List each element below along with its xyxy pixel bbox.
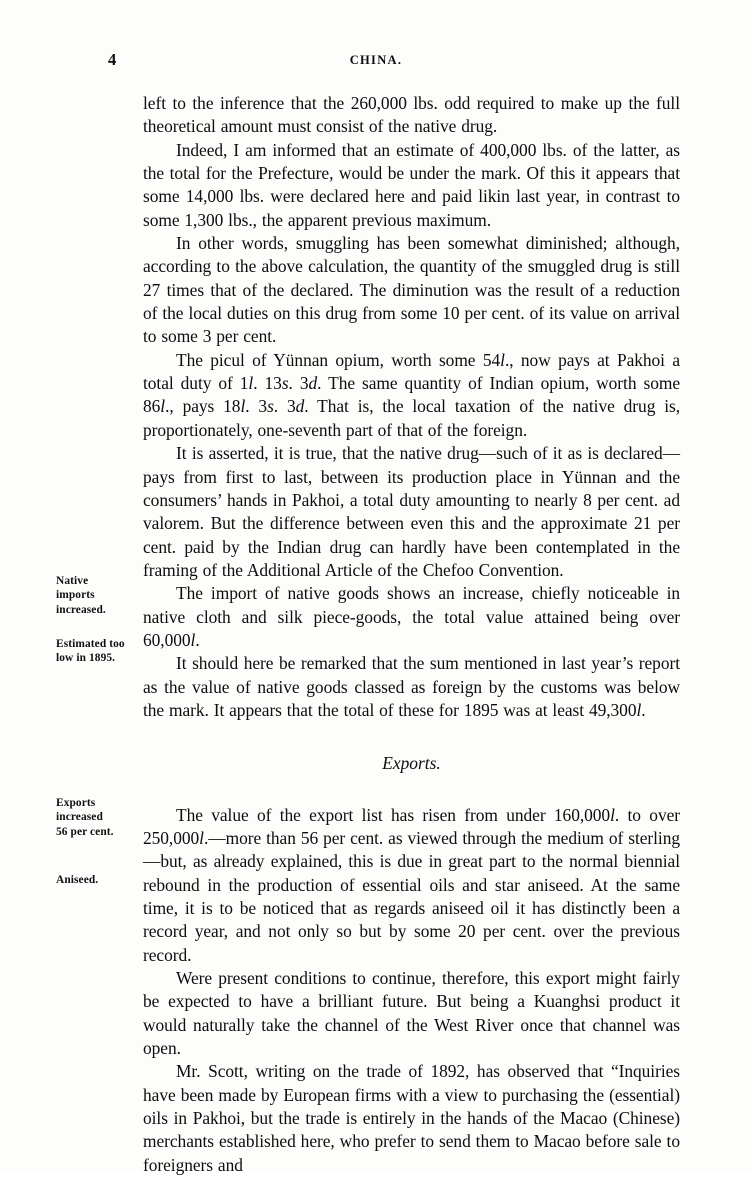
sidenote-exports-increased-56-per-cent bbox=[56, 796, 144, 839]
text-fragment: . 3 bbox=[273, 396, 296, 417]
text-fragment: The picul of Yünnan opium, worth some 54 bbox=[176, 349, 501, 370]
sidenote-line: Aniseed. bbox=[56, 874, 99, 886]
paragraph-smuggling: In other words, smuggling has been somewhat diminished; although, according to the above calculation, the quantity of the smuggled drug is still 27 times that of the declared. The diminution was the result of a reduction of the local duties on this drug from some 10 per cent. of its value on arrival to some 3 per cent. bbox=[143, 233, 680, 347]
paragraph-export-value bbox=[143, 804, 680, 967]
text-fragment: . bbox=[641, 699, 646, 720]
currency-pounds: l bbox=[199, 827, 204, 848]
currency-pounds: l bbox=[500, 349, 505, 370]
sidenote-line: 56 per cent. bbox=[56, 825, 114, 838]
paragraph-mr-scott-quote: Mr. Scott, writing on the trade of 1892, has observed that “Inquiries have been made by European firms with a view to purchasing the (essential) oils in Pakhoi, but the trade is entirely in the hands of the Macao (Chinese) merchants established here, who prefer to send them to Macao before sale to foreigners and bbox=[143, 1061, 680, 1175]
currency-pounds: l bbox=[190, 629, 196, 650]
sidenote-line: increased bbox=[56, 811, 103, 824]
text-fragment: The import of native goods shows an increase, chiefly noticeable in native cloth and silk piece-goods, the total value attained being over 60,000 bbox=[143, 583, 680, 650]
sidenote-line: imports bbox=[56, 589, 95, 602]
text-fragment: The value of the export list has risen from under 160,000 bbox=[176, 804, 611, 825]
text-fragment: ., now pays at Pakhoi a total duty of 1 bbox=[143, 349, 680, 394]
text-fragment: . bbox=[195, 629, 200, 650]
running-head bbox=[0, 50, 752, 72]
paragraph-estimated-too-low bbox=[143, 652, 680, 722]
text-fragment: . 3 bbox=[245, 396, 268, 417]
currency-shillings: s bbox=[267, 396, 274, 417]
sidenote-line: Estimated too bbox=[56, 638, 125, 650]
paragraph-future-outlook: Were present conditions to continue, therefore, this export might fairly be expected to have a brilliant future. But being a Kuanghsi product it would naturally take the channel of the West River once that channel was open. bbox=[143, 968, 680, 1059]
currency-pounds: l bbox=[160, 396, 166, 417]
section-spacer-above bbox=[143, 722, 680, 752]
currency-pence: d bbox=[308, 373, 318, 394]
sidenote-aniseed bbox=[56, 873, 144, 887]
paragraph-picul-duty bbox=[143, 349, 680, 442]
sidenote-line: Exports bbox=[56, 797, 96, 809]
paragraph-carryover: left to the inference that the 260,000 lbs. odd required to make up the full theoretical amount must consist of the native drug. bbox=[143, 93, 680, 137]
paragraph-estimate: Indeed, I am informed that an estimate of 400,000 lbs. of the latter, as the total for the Prefecture, would be under the mark. Of this it appears that some 14,000 lbs. were declared here and paid likin last year, in contrast to some 1,300 lbs., the apparent previous maximum. bbox=[143, 139, 680, 230]
sidenote-estimated-too-low-1895 bbox=[56, 637, 144, 666]
text-fragment: . 13 bbox=[253, 373, 282, 394]
sidenote-line: Native bbox=[56, 575, 89, 587]
paragraph-native-imports bbox=[143, 582, 680, 652]
text-fragment: . The same quantity of Indian opium, worth some 86 bbox=[143, 373, 680, 417]
text-fragment: . That is, the local taxation of the native drug is, proportionately, one-seventh part of that of the foreign. bbox=[143, 396, 681, 440]
page-number: 4 bbox=[108, 50, 117, 69]
section-heading-exports: Exports. bbox=[382, 753, 441, 774]
currency-pounds: l bbox=[240, 396, 246, 417]
text-fragment: .—more than 56 per cent. as viewed through the medium of sterling—but, as already explained, this is due in great part to the normal biennial rebound in the production of essential oils and star aniseed. At the same time, it is to be noticed that as regards aniseed oil it has distinctly been a record year, and not only so but by some 20 per cent. over the previous record. bbox=[143, 827, 680, 965]
paragraph-ad-valorem: It is asserted, it is true, that the native drug—such of it as is declared—pays from first to last, between its production place in Yünnan and the consumers’ hands in Pakhoi, a total duty amounting to nearly 8 per cent. ad valorem. But the difference between even this and the approximate 21 per cent. paid by the Indian drug can hardly have been contemplated in the framing of the Additional Article of the Chefoo Convention. bbox=[143, 443, 680, 580]
text-fragment: . to over 250,000 bbox=[143, 804, 680, 848]
text-fragment: It should here be remarked that the sum mentioned in last year’s report as the value of native goods classed as foreign by the customs was below the mark. It appears that the total of these for 1895 was at least 49,300 bbox=[143, 653, 680, 720]
sidenote-line: low in 1895. bbox=[56, 652, 116, 665]
section-spacer-below bbox=[143, 776, 680, 804]
currency-pence: d bbox=[295, 396, 305, 417]
sidenote-native-imports-increased bbox=[56, 574, 144, 617]
currency-pounds: l bbox=[610, 804, 615, 825]
running-title: CHINA. bbox=[349, 53, 403, 67]
sidenote-line: increased. bbox=[56, 603, 106, 616]
text-fragment: . 3 bbox=[288, 373, 309, 394]
currency-pounds: l bbox=[636, 699, 642, 720]
text-fragment: ., pays 18 bbox=[165, 396, 241, 417]
currency-pounds: l bbox=[248, 373, 254, 394]
currency-shillings: s bbox=[281, 373, 289, 394]
body-text-column bbox=[143, 92, 680, 1177]
